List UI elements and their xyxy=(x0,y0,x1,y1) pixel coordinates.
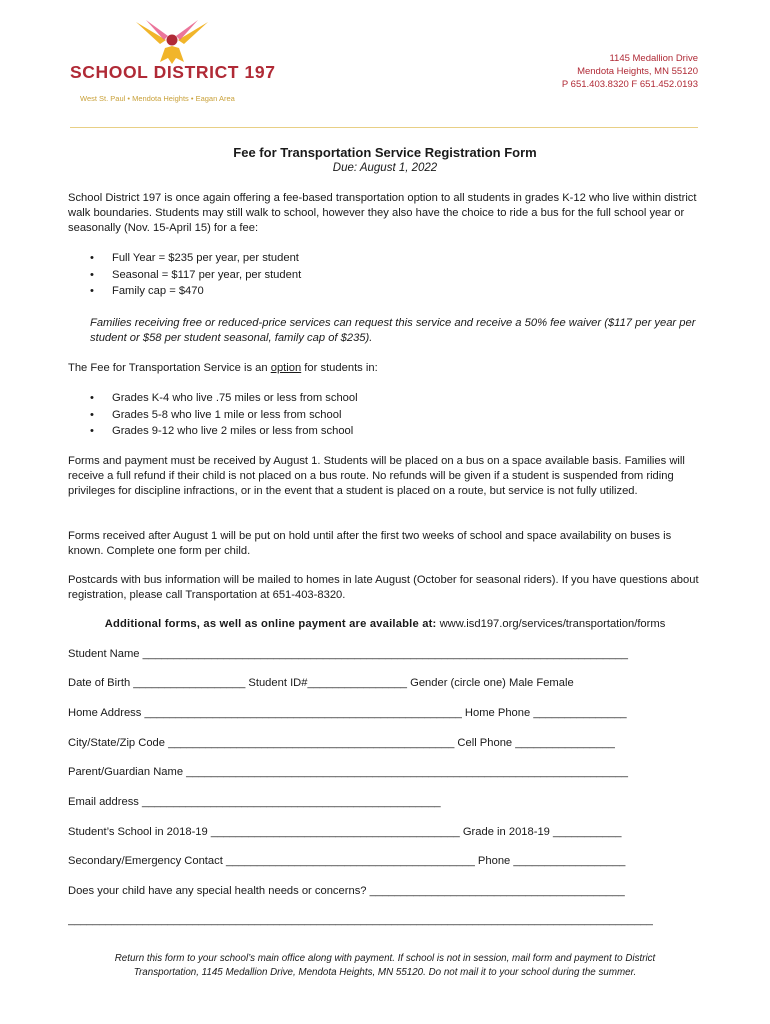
health-needs-field[interactable]: Does your child have any special health needs or concerns? _________________________________________ xyxy=(68,885,625,897)
home-address-field[interactable]: Home Address ___________________________________________________ Home Phone _______________ xyxy=(68,707,627,719)
address-phone: P 651.403.8320 F 651.452.0193 xyxy=(561,79,698,90)
additional-forms-line xyxy=(0,618,770,630)
parent-guardian-field[interactable]: Parent/Guardian Name _______________________________________________________________________ xyxy=(68,766,628,778)
district-address xyxy=(562,52,698,91)
org-tagline: West St. Paul • Mendota Heights • Eagan Area xyxy=(80,94,235,103)
form-title: Fee for Transportation Service Registration Form xyxy=(233,145,537,160)
return-instructions-line2: Transportation, 1145 Medallion Drive, Mendota Heights, MN 55120. Do not mail it to your school during the summer. xyxy=(133,966,637,978)
fee-list xyxy=(68,250,301,300)
return-instructions xyxy=(0,952,770,979)
additional-forms-label: Additional forms, as well as online payment are available at: xyxy=(104,618,437,630)
payment-paragraph: Forms and payment must be received by August 1. Students will be placed on a bus on a space available basis. Families will receive a full refund if their child is not placed on a bus route. No refunds will be given if a student is suspended from riding privileges for discipline infractions, or in the event that a student is placed on a route, but service is not fully utilized. xyxy=(68,455,685,497)
student-name-field[interactable]: Student Name ______________________________________________________________________________ xyxy=(68,648,628,660)
email-field[interactable]: Email address ________________________________________________ xyxy=(68,796,441,808)
fee-item: • Full Year = $235 per year, per student xyxy=(68,250,301,267)
grade-item: • Grades 5-8 who live 1 mile or less from school xyxy=(68,407,358,424)
header-divider xyxy=(70,127,698,128)
option-text-post: for students in: xyxy=(301,362,378,374)
address-street: 1145 Medallion Drive xyxy=(609,53,698,64)
return-instructions-line1: Return this form to your school’s main office along with payment. If school is not in session, mail form and payment to District xyxy=(114,953,656,964)
fee-item: • Family cap = $470 xyxy=(68,283,301,300)
late-forms-paragraph: Forms received after August 1 will be put on hold until after the first two weeks of school and space availability on buses is known. Complete one form per child. xyxy=(68,530,672,557)
school-grade-field[interactable]: Student’s School in 2018-19 ________________________________________ Grade in 2018-19 ___________ xyxy=(68,826,622,838)
address-city: Mendota Heights, MN 55120 xyxy=(577,66,698,77)
option-statement xyxy=(68,361,704,376)
district-logo-icon xyxy=(132,18,212,66)
due-date: Due: August 1, 2022 xyxy=(332,162,438,174)
grade-item: • Grades 9-12 who live 2 miles or less from school xyxy=(68,423,358,440)
grade-list xyxy=(68,390,358,440)
city-state-zip-field[interactable]: City/State/Zip Code ______________________________________________ Cell Phone ________________ xyxy=(68,737,615,749)
emergency-contact-field[interactable]: Secondary/Emergency Contact ________________________________________ Phone __________________ xyxy=(68,855,626,867)
health-needs-continuation-field[interactable]: ______________________________________________________________________________________________ xyxy=(68,914,653,926)
option-word: option xyxy=(270,362,302,374)
postcards-paragraph: Postcards with bus information will be mailed to homes in late August (October for seasonal riders). If you have questions about registration, please call Transportation at 651-403-8320. xyxy=(68,574,699,601)
dob-id-gender-field[interactable]: Date of Birth __________________ Student ID#________________ Gender (circle one) Male Female xyxy=(68,677,574,689)
forms-url-link[interactable]: www.isd197.org/services/transportation/forms xyxy=(439,618,666,630)
org-name: SCHOOL DISTRICT 197 xyxy=(70,62,276,82)
option-text-pre: The Fee for Transportation Service is an xyxy=(68,362,271,374)
grade-item: • Grades K-4 who live .75 miles or less from school xyxy=(68,390,358,407)
fee-waiver-note: Families receiving free or reduced-price services can request this service and receive a 50% fee waiver ($117 per year per student or $58 per student seasonal, family cap of $235). xyxy=(90,317,696,344)
fee-item: • Seasonal = $117 per year, per student xyxy=(68,267,301,284)
intro-paragraph: School District 197 is once again offering a fee-based transportation option to all students in grades K-12 who live within district walk boundaries. Students may still walk to school, however they also have the choice to ride a bus for the full school year or seasonally (Nov. 15-April 15) for a fee: xyxy=(68,192,697,234)
